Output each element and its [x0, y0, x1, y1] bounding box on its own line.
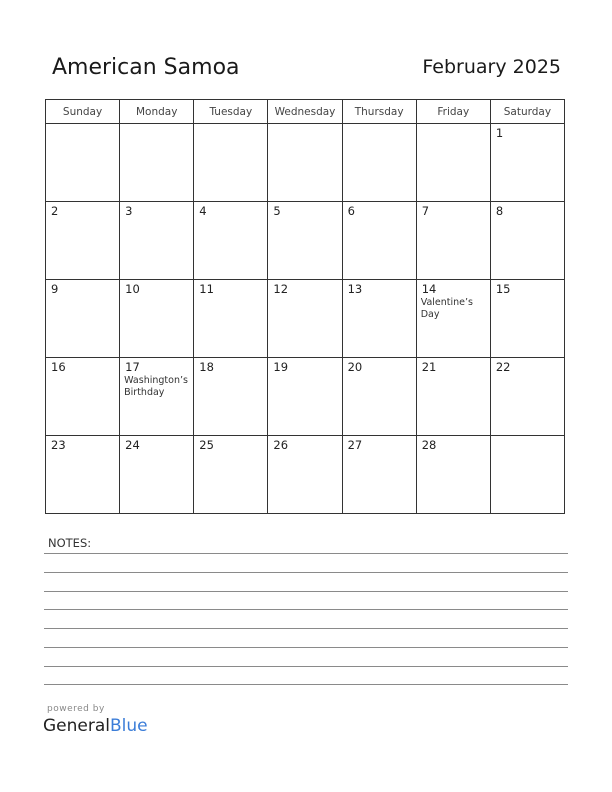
day-cell [490, 202, 564, 280]
day-cell [342, 124, 416, 202]
day-cell [490, 358, 564, 436]
notes-label: NOTES: [48, 536, 92, 550]
notes-line [44, 591, 568, 592]
week-row [46, 436, 565, 514]
day-cell [416, 202, 490, 280]
day-cell [416, 124, 490, 202]
day-cell [342, 358, 416, 436]
day-number: 16 [51, 360, 66, 374]
day-cell [46, 202, 120, 280]
weekday-header: Friday [416, 100, 490, 124]
day-number: 11 [199, 282, 214, 296]
brand-name-blue: Blue [110, 716, 148, 736]
day-number: 4 [199, 204, 207, 218]
day-cell [120, 280, 194, 358]
day-cell [342, 436, 416, 514]
weekday-header: Saturday [490, 100, 564, 124]
notes-line [44, 628, 568, 629]
day-number: 17 [125, 360, 140, 374]
day-number: 18 [199, 360, 214, 374]
week-row [46, 202, 565, 280]
calendar-grid [45, 99, 565, 514]
weekday-header: Monday [120, 100, 194, 124]
weekday-header: Wednesday [268, 100, 342, 124]
day-number: 21 [421, 360, 437, 374]
day-number: 5 [273, 204, 281, 218]
day-number: 28 [421, 438, 437, 452]
week-row [46, 358, 565, 436]
day-cell [416, 436, 490, 514]
day-cell [490, 436, 564, 514]
day-number: 7 [421, 204, 430, 218]
week-row [46, 124, 565, 202]
holiday-label: Washington’s Birthday [124, 375, 188, 398]
notes-line [44, 609, 568, 610]
notes-line [44, 647, 568, 648]
brand-name-general: General [43, 716, 110, 736]
weekday-header-row [46, 100, 565, 124]
day-number: 8 [495, 204, 504, 218]
day-number: 12 [273, 282, 289, 296]
day-cell [268, 280, 342, 358]
day-cell [194, 358, 268, 436]
notes-line [44, 553, 568, 554]
day-cell [194, 202, 268, 280]
day-cell [490, 280, 564, 358]
day-number: 26 [273, 438, 289, 452]
day-number: 1 [495, 126, 504, 140]
day-cell [342, 280, 416, 358]
holiday-label: Valentine’s Day [420, 297, 473, 320]
day-cell [342, 202, 416, 280]
day-cell [416, 280, 490, 358]
notes-line [44, 572, 568, 573]
weekday-header: Tuesday [194, 100, 268, 124]
day-cell [46, 280, 120, 358]
week-row [46, 280, 565, 358]
day-cell [194, 280, 268, 358]
powered-by-text: powered by [47, 704, 105, 714]
day-number: 25 [199, 438, 214, 452]
day-number: 3 [125, 204, 133, 218]
brand-logo [43, 716, 148, 736]
notes-line [44, 666, 568, 667]
day-cell [120, 124, 194, 202]
day-number: 15 [495, 282, 511, 296]
day-cell [120, 202, 194, 280]
day-number: 6 [347, 204, 355, 218]
day-number: 20 [347, 360, 363, 374]
month-year-title: February 2025 [422, 56, 561, 78]
notes-line [44, 684, 568, 685]
day-number: 14 [421, 282, 437, 296]
day-number: 2 [51, 204, 59, 218]
day-cell [490, 124, 564, 202]
day-number: 27 [347, 438, 363, 452]
day-number: 24 [125, 438, 140, 452]
day-cell [268, 436, 342, 514]
day-cell [268, 358, 342, 436]
day-cell [46, 358, 120, 436]
day-cell [46, 124, 120, 202]
day-cell [268, 202, 342, 280]
country-title: American Samoa [52, 55, 240, 80]
day-number: 19 [273, 360, 289, 374]
day-number: 23 [51, 438, 66, 452]
day-number: 9 [51, 282, 59, 296]
day-number: 13 [347, 282, 363, 296]
day-cell [120, 436, 194, 514]
weekday-header: Thursday [342, 100, 416, 124]
day-cell [194, 436, 268, 514]
day-cell [194, 124, 268, 202]
day-cell [416, 358, 490, 436]
day-number: 10 [125, 282, 140, 296]
day-cell [120, 358, 194, 436]
weekday-header: Sunday [46, 100, 120, 124]
day-cell [268, 124, 342, 202]
day-number: 22 [495, 360, 511, 374]
day-cell [46, 436, 120, 514]
